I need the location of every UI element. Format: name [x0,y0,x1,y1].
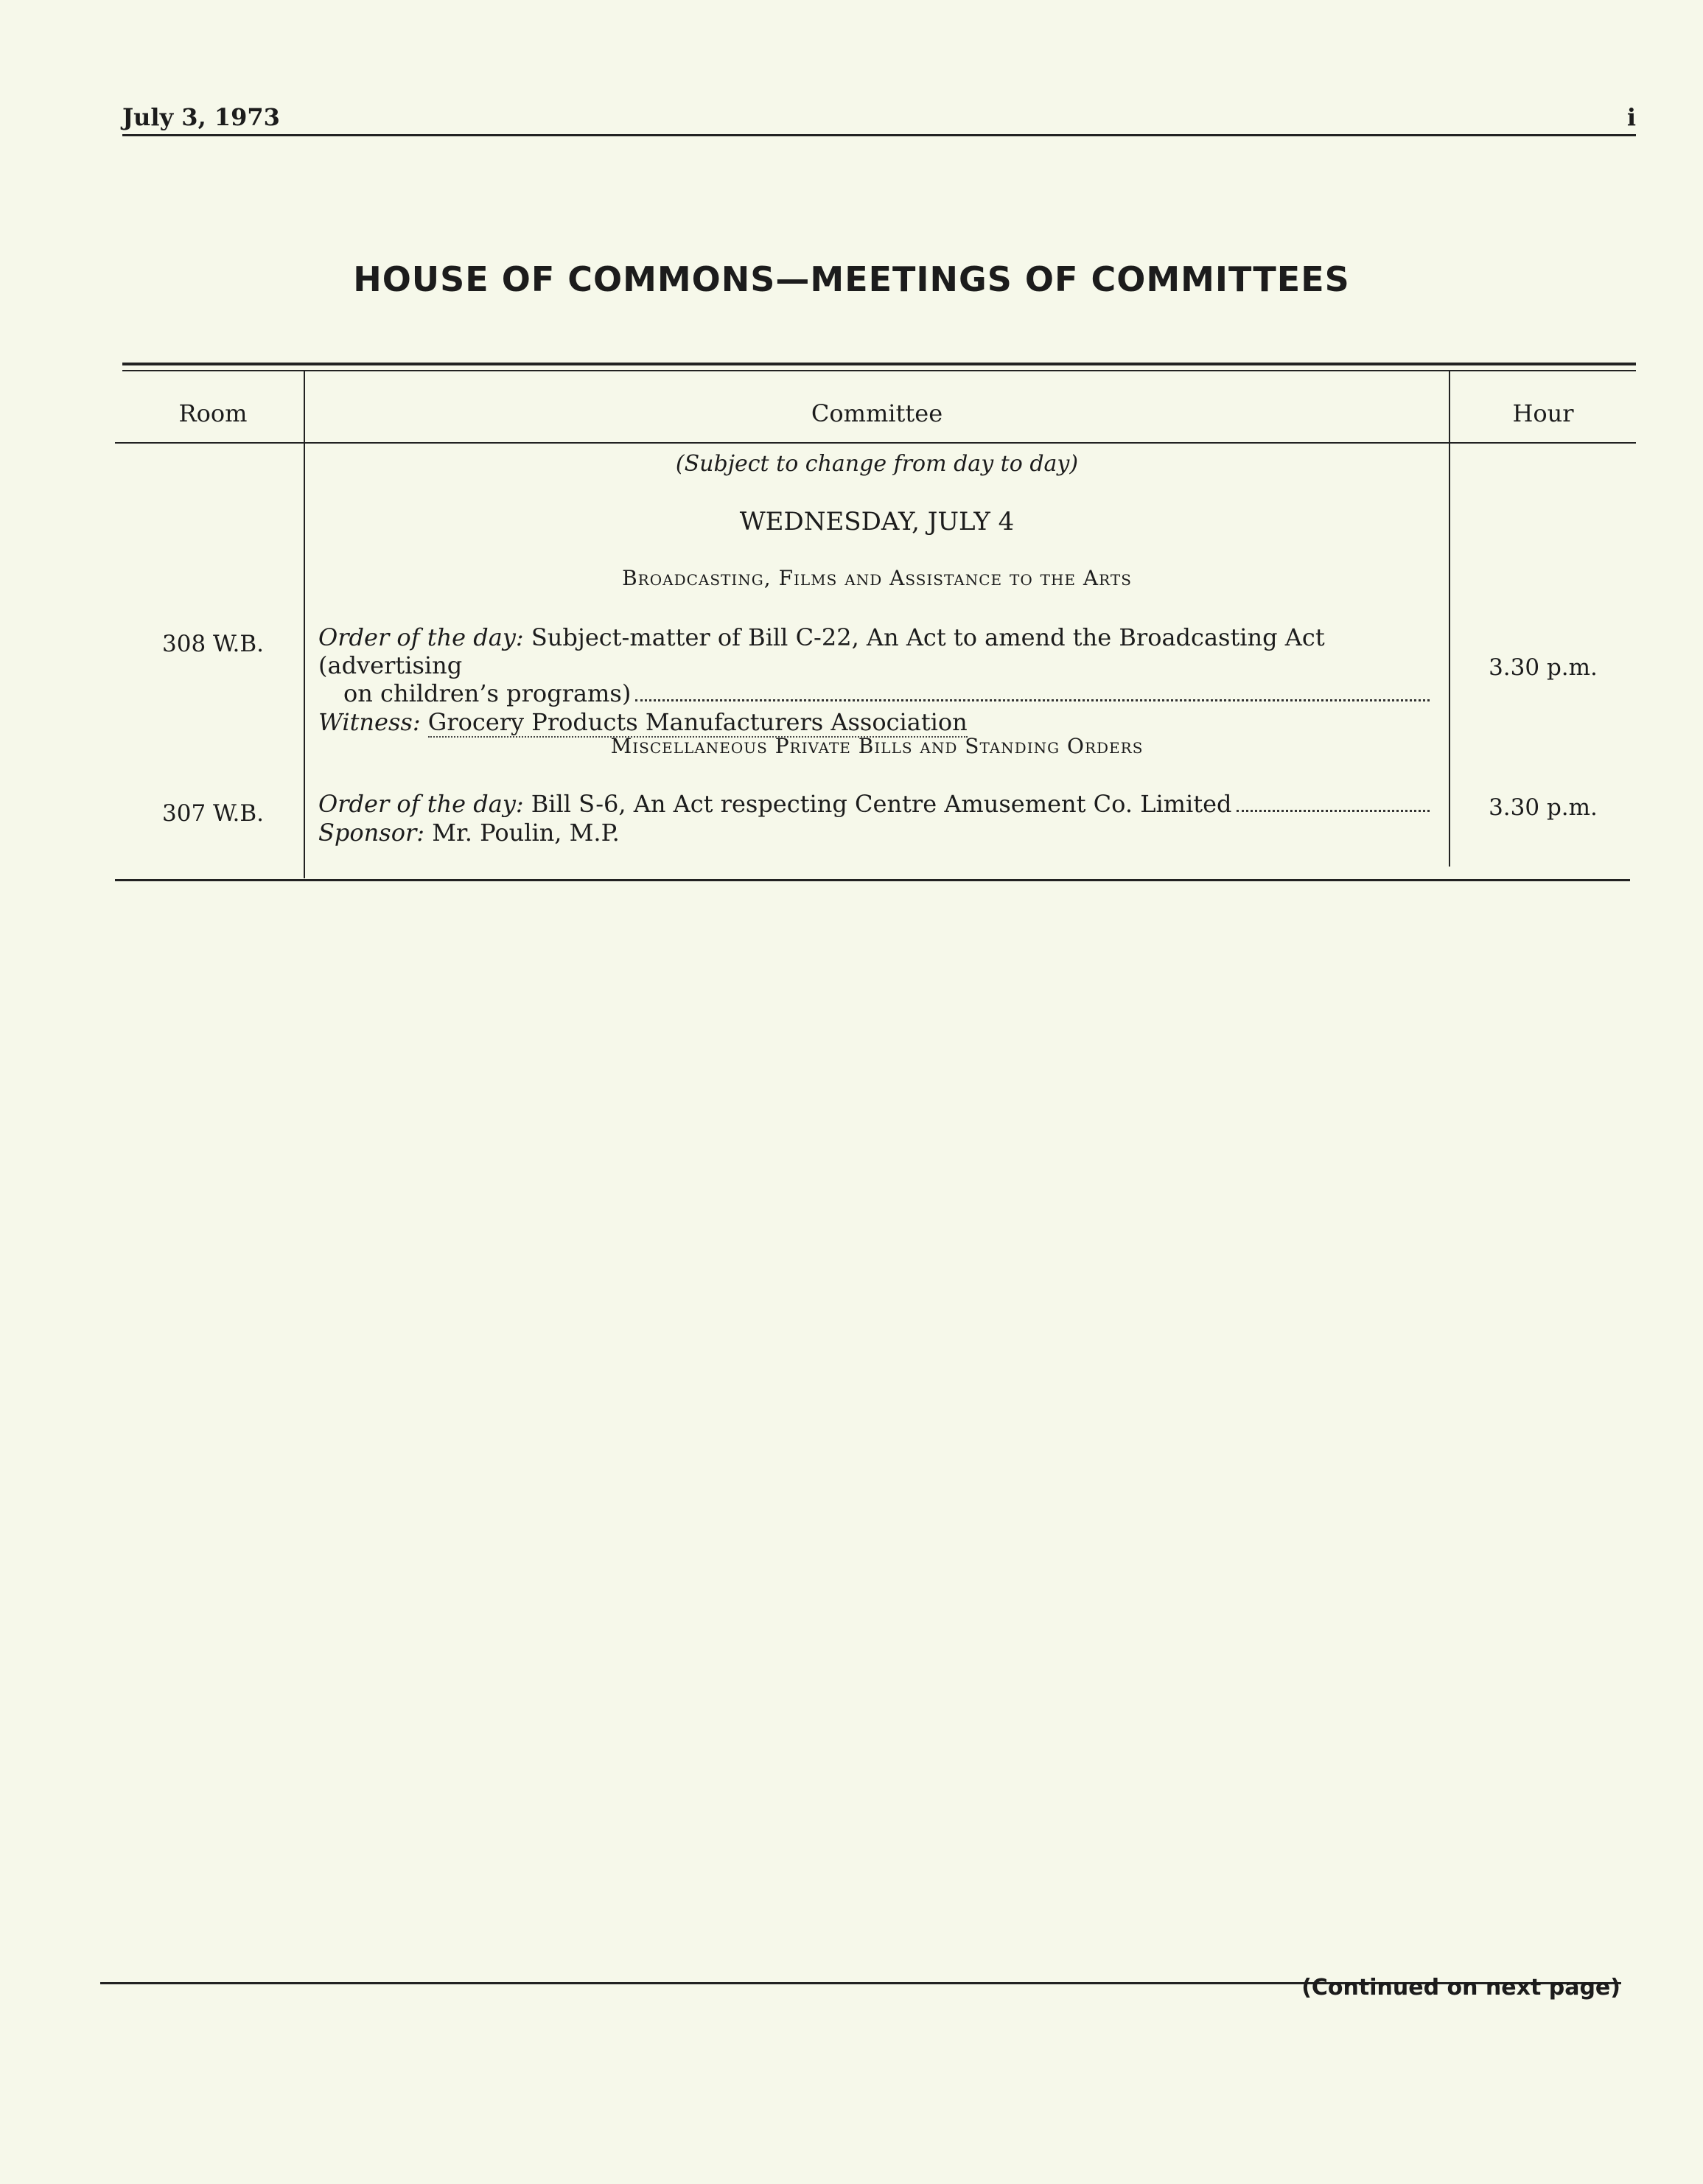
order-label: Order of the day: [318,790,524,818]
day-heading: WEDNESDAY, JULY 4 [739,507,1015,536]
committee-heading: Broadcasting, Films and Assistance to the Arts [622,566,1132,590]
order-text: Subject-matter of Bill C-22, An Act to amend the Broadcasting Act (advertising [318,623,1325,679]
table-top-rule [122,363,1636,365]
witness-name: Grocery Products Manufacturers Association [427,708,968,736]
page-header [122,103,1636,136]
column-header-room: Room [178,399,248,427]
meeting-hour: 3.30 p.m. [1489,794,1598,821]
dot-leader [1237,810,1430,812]
meeting-entry [318,790,1433,847]
meeting-room: 308 W.B. [162,631,264,657]
column-divider-right [1449,371,1450,867]
page-title: HOUSE OF COMMONS—MEETINGS OF COMMITTEES [353,259,1350,299]
meeting-entry [318,623,1433,736]
table-bottom-rule [115,879,1630,881]
sponsor-name: Mr. Poulin, M.P. [432,819,620,847]
order-text: Bill S-6, An Act respecting Centre Amusement Co. Limited [531,790,1232,818]
column-header-hour: Hour [1512,399,1574,427]
continued-note: (Continued on next page) [1301,1975,1620,2001]
column-header-committee: Committee [811,399,943,427]
dot-leader [635,699,1430,701]
witness-label: Witness: [318,708,421,736]
page-number: i [1626,103,1636,131]
meeting-hour: 3.30 p.m. [1489,654,1598,681]
meeting-room: 307 W.B. [162,800,264,827]
header-date: July 3, 1973 [122,103,280,131]
table-top-rule-thin [122,370,1636,371]
schedule-note: (Subject to change from day to day) [675,451,1079,477]
order-label: Order of the day: [318,623,524,651]
order-text-continued: on children’s programs) [343,679,632,707]
committee-heading: Miscellaneous Private Bills and Standing Orders [610,734,1144,758]
header-rule [115,442,1636,444]
sponsor-label: Sponsor: [318,819,425,847]
column-divider-left [304,371,305,878]
